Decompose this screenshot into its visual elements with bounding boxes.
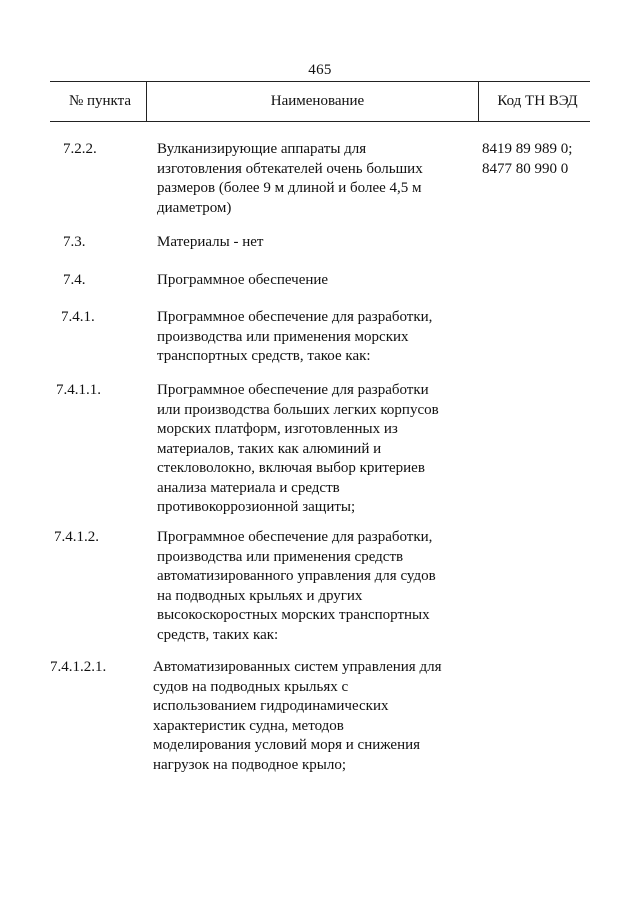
row-name (157, 233, 477, 253)
row-name-line: средств, таких как: (157, 626, 279, 643)
row-name-line: Автоматизированных систем управления для (153, 659, 442, 675)
row-name (157, 528, 477, 645)
row-name-line: или производства больших легких корпусов (157, 401, 439, 418)
row-name-line: Вулканизирующие аппараты для (157, 141, 367, 157)
row-name (157, 140, 477, 218)
row-name-line: Программное обеспечение для разработки, (157, 309, 433, 325)
row-name-line: транспортных средств, такое как: (157, 348, 371, 364)
row-name-line: на подводных крыльях и других (157, 587, 363, 604)
row-name-line: высокоскоростных морских транспортных (157, 607, 430, 623)
table-header-bottom-rule (50, 121, 590, 122)
row-name-line: диаметром) (157, 199, 232, 216)
row-name (157, 271, 477, 291)
row-number: 7.4.1.2. (54, 529, 99, 545)
row-name-line: морских платформ, изготовленных из (157, 421, 398, 437)
row-name-line: нагрузок на подводное крыло; (153, 756, 346, 773)
row-number: 7.4.1.2.1. (50, 659, 107, 675)
row-name-line: материалов, таких как алюминий и (157, 440, 382, 457)
row-name-line: автоматизированного управления для судов (157, 568, 436, 584)
row-name-line: Программное обеспечение для разработки, (157, 529, 433, 545)
header-name: Наименование (270, 93, 365, 109)
row-name-line: характеристик судна, методов (153, 717, 344, 734)
row-name-line: использованием гидродинамических (153, 698, 389, 714)
row-number: 7.4.1.1. (56, 382, 101, 398)
row-name-line: производства или применения морских (157, 328, 409, 345)
row-name (157, 381, 477, 518)
header-divider (478, 81, 479, 121)
row-name-line: моделирования условий моря и снижения (153, 737, 421, 753)
row-name-line: Материалы - нет (157, 234, 264, 250)
row-name (157, 308, 477, 367)
row-number: 7.4. (63, 272, 86, 288)
row-name-line: изготовления обтекателей очень больших (157, 160, 423, 177)
row-number: 7.3. (63, 234, 86, 250)
header-code: Код ТН ВЭД (497, 93, 578, 109)
row-name-line: Программное обеспечение для разработки (157, 382, 429, 398)
row-code-line: 8477 80 990 0 (482, 160, 569, 177)
row-name-line: судов на подводных крыльях с (153, 678, 349, 695)
header-item-number: № пункта (68, 93, 132, 109)
table-header (50, 81, 590, 121)
row-name-line: стекловолокно, включая выбор критериев (157, 460, 425, 476)
row-code (482, 140, 592, 179)
page-number: 465 (308, 62, 332, 78)
row-name-line: Программное обеспечение (157, 272, 329, 288)
row-name-line: размеров (более 9 м длиной и более 4,5 м (157, 180, 422, 196)
row-number: 7.4.1. (61, 309, 95, 325)
row-name-line: противокоррозионной защиты; (157, 499, 356, 515)
row-code-line: 8419 89 989 0; (482, 141, 573, 157)
row-number: 7.2.2. (63, 141, 97, 157)
row-name (153, 658, 473, 775)
row-name-line: анализа материала и средств (157, 479, 340, 496)
header-divider (146, 81, 147, 121)
row-name-line: производства или применения средств (157, 548, 404, 565)
